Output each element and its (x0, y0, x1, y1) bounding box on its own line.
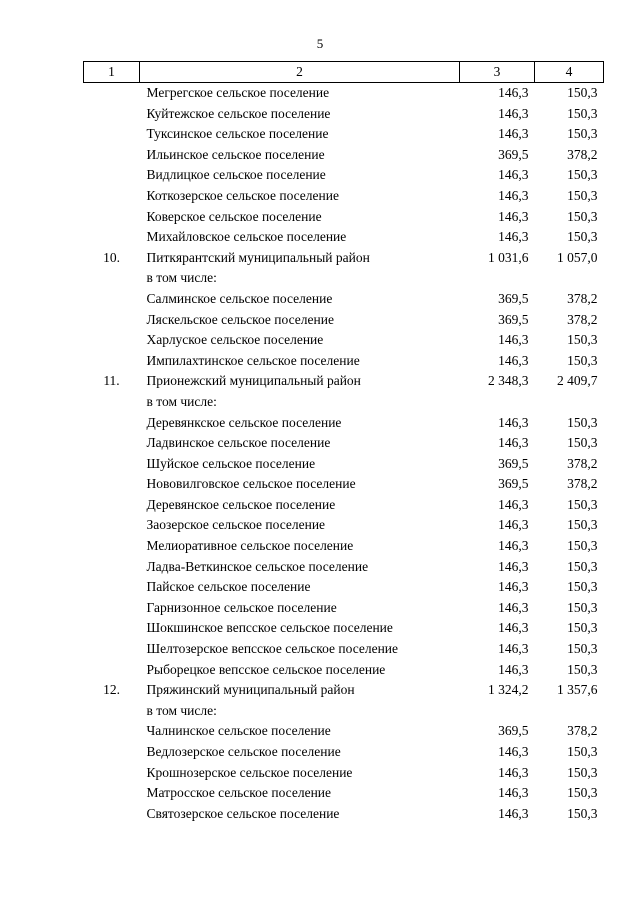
row-value-col4: 150,3 (567, 208, 598, 224)
row-value-col4 (535, 268, 604, 289)
table-row (84, 289, 604, 310)
row-name: в том числе: (146, 270, 217, 286)
table-row (84, 413, 604, 434)
row-value-col3: 146,3 (498, 538, 529, 554)
row-value-col3: 146,3 (498, 85, 529, 100)
row-value-col3 (460, 392, 535, 413)
row-number (84, 145, 140, 166)
row-name: Заозерское сельское поселение (146, 517, 326, 533)
row-name: Деревянкское сельское поселение (146, 414, 342, 430)
header-col-4: 4 (535, 62, 604, 83)
row-value-col4: 1 357,6 (557, 682, 598, 698)
row-name: Коткозерское сельское поселение (146, 187, 339, 203)
header-col-1: 1 (84, 62, 140, 83)
row-value-col3: 146,3 (498, 661, 529, 677)
row-name: Салминское сельское поселение (146, 290, 333, 306)
table-body (84, 83, 604, 825)
table-row (84, 330, 604, 351)
row-value-col4: 378,2 (567, 146, 598, 162)
row-value-col3 (460, 701, 535, 722)
row-name: Мегрегское сельское поселение (146, 85, 330, 100)
row-value-col3: 146,3 (498, 558, 529, 574)
row-number (84, 474, 140, 495)
row-name: Нововилговское сельское поселение (146, 476, 356, 492)
row-value-col4: 150,3 (567, 85, 598, 100)
row-number (84, 165, 140, 186)
row-value-col3: 146,3 (498, 229, 529, 245)
row-number (84, 83, 140, 104)
row-value-col3: 146,3 (498, 641, 529, 657)
table-row (84, 763, 604, 784)
table-row (84, 804, 604, 825)
row-number (84, 124, 140, 145)
row-value-col3: 146,3 (498, 764, 529, 780)
row-value-col4: 2 409,7 (557, 373, 598, 389)
table-header (84, 62, 604, 83)
row-name: Туксинское сельское поселение (146, 126, 329, 142)
row-number (84, 660, 140, 681)
row-value-col4: 150,3 (567, 785, 598, 801)
row-name: Чалнинское сельское поселение (146, 723, 331, 739)
row-value-col3: 146,3 (498, 496, 529, 512)
row-name: Харлуское сельское поселение (146, 332, 324, 348)
row-value-col3: 146,3 (498, 208, 529, 224)
row-name: Ильинское сельское поселение (146, 146, 325, 162)
row-number (84, 207, 140, 228)
row-name: Импилахтинское сельское поселение (146, 352, 360, 368)
row-value-col3: 146,3 (498, 105, 529, 121)
row-name: Михайловское сельское поселение (146, 229, 347, 245)
row-number (84, 454, 140, 475)
row-name: Мелиоративное сельское поселение (146, 538, 354, 554)
row-value-col3: 146,3 (498, 352, 529, 368)
row-number (84, 577, 140, 598)
row-value-col3: 146,3 (498, 126, 529, 142)
table-row (84, 618, 604, 639)
row-number: 11. (103, 373, 120, 389)
row-value-col4: 150,3 (567, 517, 598, 533)
table-row (84, 701, 604, 722)
table-row (84, 577, 604, 598)
row-value-col3: 369,5 (498, 146, 529, 162)
row-value-col4: 150,3 (567, 620, 598, 636)
row-value-col4: 150,3 (567, 579, 598, 595)
table-row (84, 351, 604, 372)
row-value-col3: 146,3 (498, 167, 529, 183)
row-value-col3: 146,3 (498, 414, 529, 430)
table-row (84, 557, 604, 578)
table-row (84, 474, 604, 495)
row-name: Шокшинское вепсское сельское поселение (146, 620, 393, 636)
table-row (84, 83, 604, 104)
table-row (84, 742, 604, 763)
row-value-col3: 146,3 (498, 599, 529, 615)
row-number (84, 742, 140, 763)
table-row (84, 145, 604, 166)
row-value-col4: 378,2 (567, 455, 598, 471)
row-name: Пайское сельское поселение (146, 579, 311, 595)
row-number (84, 495, 140, 516)
table-row (84, 433, 604, 454)
row-name: Шелтозерское вепсское сельское поселение (146, 641, 399, 657)
table-row (84, 371, 604, 392)
row-value-col3: 146,3 (498, 805, 529, 821)
row-number (84, 701, 140, 722)
row-name: Шуйское сельское поселение (146, 455, 316, 471)
row-number (84, 268, 140, 289)
row-number (84, 330, 140, 351)
row-name: Матросское сельское поселение (146, 785, 332, 801)
row-value-col3: 369,5 (498, 290, 529, 306)
row-name: Ляскельское сельское поселение (146, 311, 334, 327)
row-number (84, 227, 140, 248)
row-value-col3: 369,5 (498, 311, 529, 327)
row-number (84, 536, 140, 557)
table-row (84, 454, 604, 475)
row-value-col4: 150,3 (567, 105, 598, 121)
row-value-col4: 150,3 (567, 435, 598, 451)
row-value-col4: 150,3 (567, 764, 598, 780)
row-value-col3 (460, 268, 535, 289)
row-value-col4: 150,3 (567, 167, 598, 183)
row-name: Коверское сельское поселение (146, 208, 322, 224)
table-row (84, 186, 604, 207)
row-number (84, 598, 140, 619)
row-value-col3: 146,3 (498, 620, 529, 636)
table-row (84, 680, 604, 701)
row-number (84, 639, 140, 660)
row-number (84, 289, 140, 310)
row-value-col4: 150,3 (567, 805, 598, 821)
row-value-col4: 150,3 (567, 229, 598, 245)
table-row (84, 104, 604, 125)
row-value-col3: 146,3 (498, 187, 529, 203)
row-value-col4: 150,3 (567, 641, 598, 657)
row-name: Куйтежское сельское поселение (146, 105, 331, 121)
row-value-col4: 150,3 (567, 744, 598, 759)
table-row (84, 248, 604, 269)
table-row (84, 310, 604, 331)
row-name: Видлицкое сельское поселение (146, 167, 326, 183)
row-name: Крошнозерское сельское поселение (146, 764, 353, 780)
row-number (84, 351, 140, 372)
row-name: Прионежский муниципальный район (146, 373, 361, 389)
row-name: Питкярантский муниципальный район (146, 249, 370, 265)
row-number (84, 763, 140, 784)
table-row (84, 721, 604, 742)
table-row (84, 639, 604, 660)
row-number (84, 413, 140, 434)
table-row (84, 227, 604, 248)
row-number (84, 104, 140, 125)
row-name: в том числе: (146, 702, 217, 718)
row-value-col4: 150,3 (567, 126, 598, 142)
table-row (84, 660, 604, 681)
budget-table (83, 61, 604, 824)
table-row (84, 536, 604, 557)
row-number (84, 804, 140, 825)
row-name: Деревянское сельское поселение (146, 496, 336, 512)
row-value-col4: 150,3 (567, 661, 598, 677)
table-row (84, 124, 604, 145)
row-value-col4 (535, 392, 604, 413)
row-value-col4: 150,3 (567, 538, 598, 554)
row-number: 12. (103, 682, 120, 698)
row-value-col3: 146,3 (498, 435, 529, 451)
row-name: Ладвинское сельское поселение (146, 435, 331, 451)
row-number (84, 433, 140, 454)
row-value-col3: 1 324,2 (488, 682, 529, 698)
row-number (84, 721, 140, 742)
row-value-col4: 150,3 (567, 558, 598, 574)
row-value-col4: 378,2 (567, 723, 598, 739)
row-name: Святозерское сельское поселение (146, 805, 340, 821)
row-value-col3: 146,3 (498, 579, 529, 595)
row-name: Пряжинский муниципальный район (146, 682, 355, 698)
row-name: Рыборецкое вепсское сельское поселение (146, 661, 386, 677)
row-value-col4: 378,2 (567, 476, 598, 492)
row-value-col4: 150,3 (567, 496, 598, 512)
row-number: 10. (103, 249, 120, 265)
row-number (84, 783, 140, 804)
row-value-col4: 150,3 (567, 187, 598, 203)
row-name: в том числе: (146, 393, 217, 409)
row-value-col3: 146,3 (498, 744, 529, 759)
row-number (84, 618, 140, 639)
row-name: Ведлозерское сельское поселение (146, 744, 341, 759)
table-row (84, 268, 604, 289)
header-col-2: 2 (140, 62, 460, 83)
row-number (84, 392, 140, 413)
table-row (84, 515, 604, 536)
row-value-col3: 369,5 (498, 455, 529, 471)
row-value-col4: 150,3 (567, 414, 598, 430)
row-value-col3: 146,3 (498, 785, 529, 801)
row-value-col3: 2 348,3 (488, 373, 529, 389)
row-number (84, 186, 140, 207)
page-number: 5 (316, 36, 324, 51)
table-row (84, 598, 604, 619)
table-row (84, 495, 604, 516)
header-col-3: 3 (460, 62, 535, 83)
row-value-col4: 1 057,0 (557, 249, 598, 265)
table-row (84, 783, 604, 804)
table-row (84, 207, 604, 228)
row-number (84, 310, 140, 331)
table-row (84, 392, 604, 413)
row-value-col3: 146,3 (498, 517, 529, 533)
row-value-col3: 369,5 (498, 476, 529, 492)
row-name: Гарнизонное сельское поселение (146, 599, 337, 615)
row-number (84, 515, 140, 536)
row-name: Ладва-Веткинское сельское поселение (146, 558, 369, 574)
row-value-col4: 150,3 (567, 599, 598, 615)
row-value-col3: 369,5 (498, 723, 529, 739)
row-value-col4: 378,2 (567, 290, 598, 306)
row-number (84, 557, 140, 578)
row-value-col3: 1 031,6 (488, 249, 529, 265)
table-row (84, 165, 604, 186)
row-value-col4: 378,2 (567, 311, 598, 327)
row-value-col4 (535, 701, 604, 722)
row-value-col4: 150,3 (567, 332, 598, 348)
header-row (84, 62, 604, 83)
row-value-col3: 146,3 (498, 332, 529, 348)
row-value-col4: 150,3 (567, 352, 598, 368)
